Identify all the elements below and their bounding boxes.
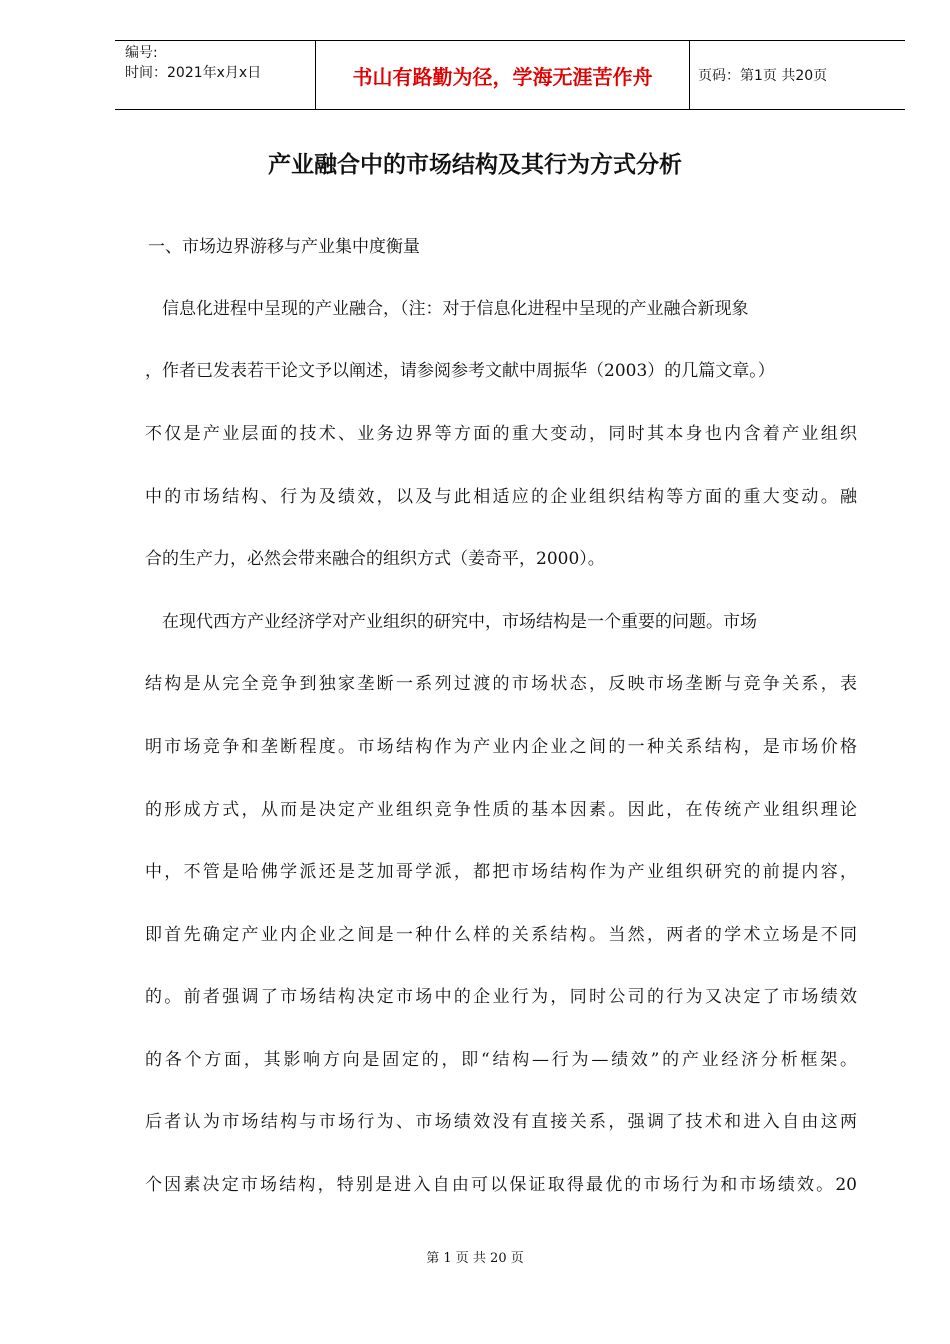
body-line: 的各个方面，其影响方向是固定的，即“结构—行为—绩效”的产业经济分析框架。 [145, 1050, 857, 1070]
body-line: 后者认为市场结构与市场行为、市场绩效没有直接关系，强调了技术和进入自由这两 [145, 1112, 857, 1132]
serial-label: 编号: [125, 45, 158, 61]
section-heading: 一、市场边界游移与产业集中度衡量 [148, 237, 420, 257]
body-line: 中的市场结构、行为及绩效，以及与此相适应的企业组织结构等方面的重大变动。融 [145, 487, 857, 507]
header-motto: 书山有路勤为径，学海无涯苦作舟 [316, 41, 690, 109]
page-header [115, 40, 905, 110]
body-line: 中，不管是哈佛学派还是芝加哥学派，都把市场结构作为产业组织研究的前提内容， [145, 862, 857, 882]
body-line: 的。前者强调了市场结构决定市场中的企业行为，同时公司的行为又决定了市场绩效 [145, 987, 857, 1007]
time-label: 时间：2021年x月x日 [125, 65, 262, 81]
body-line: 的形成方式，从而是决定产业组织竞争性质的基本因素。因此，在传统产业组织理论 [145, 800, 857, 820]
body-line: 不仅是产业层面的技术、业务边界等方面的重大变动，同时其本身也内含着产业组织 [145, 424, 857, 444]
header-meta [115, 41, 316, 109]
body-line: 结构是从完全竞争到独家垄断一系列过渡的市场状态，反映市场垄断与竞争关系，表 [145, 674, 857, 694]
body-line: 个因素决定市场结构，特别是进入自由可以保证取得最优的市场行为和市场绩效。20 [145, 1175, 857, 1195]
page-footer: 第 1 页 共 20 页 [426, 1251, 524, 1266]
body-line: 信息化进程中呈现的产业融合，（注：对于信息化进程中呈现的产业融合新现象 [145, 299, 749, 319]
body-line: 明市场竞争和垄断程度。市场结构作为产业内企业之间的一种关系结构，是市场价格 [145, 737, 857, 757]
body-line: 即首先确定产业内企业之间是一种什么样的关系结构。当然，两者的学术立场是不同 [145, 925, 857, 945]
header-page-info: 页码：第1页 共20页 [698, 68, 828, 84]
body-line: ，作者已发表若干论文予以阐述，请参阅参考文献中周振华（2003）的几篇文章。） [145, 361, 775, 381]
body-line: 在现代西方产业经济学对产业组织的研究中，市场结构是一个重要的问题。市场 [145, 612, 757, 632]
document-title: 产业融合中的市场结构及其行为方式分析 [268, 152, 682, 178]
body-line: 合的生产力，必然会带来融合的组织方式（姜奇平，2000）。 [145, 549, 605, 569]
